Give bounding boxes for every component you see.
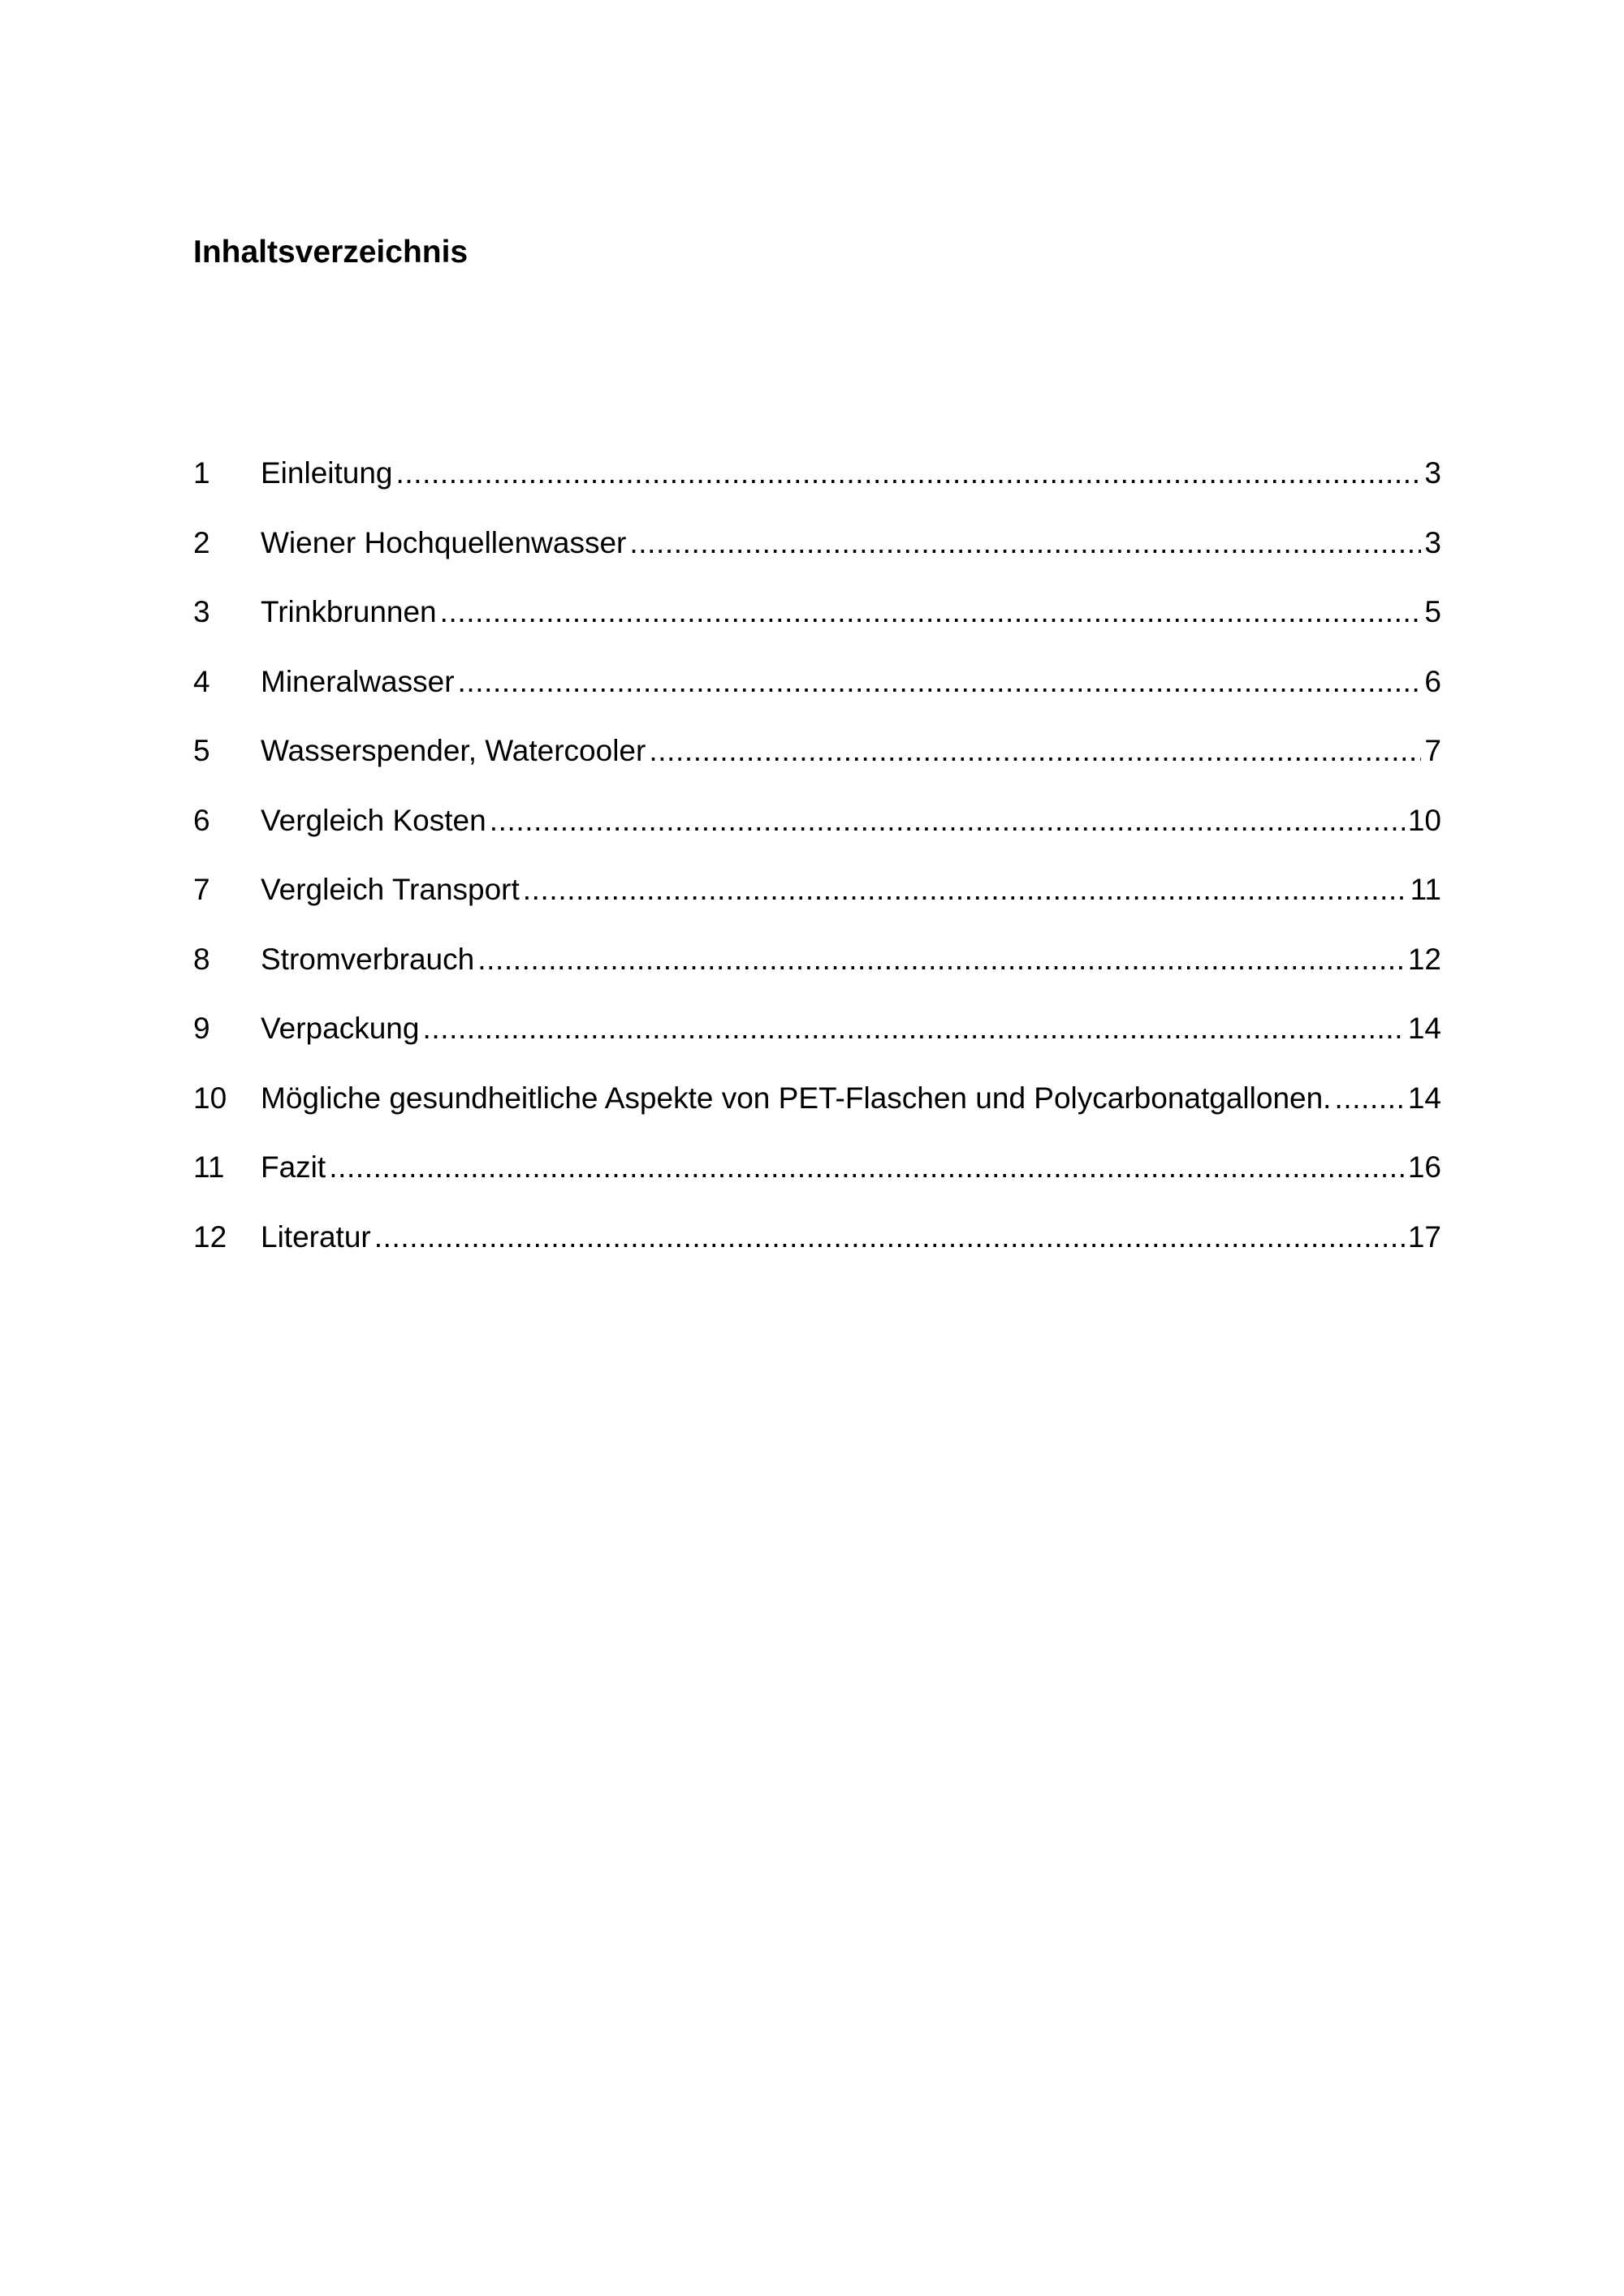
- toc-dot-leader: [422, 1011, 1404, 1047]
- toc-entry-label: Mineralwasser: [261, 664, 455, 698]
- toc-dot-leader: [523, 872, 1407, 908]
- toc-entry-label: Wiener Hochquellenwasser: [261, 525, 627, 559]
- toc-entry[interactable]: [193, 1150, 1441, 1219]
- toc-entry-page: 17: [1407, 1219, 1441, 1254]
- toc-entry-page: 12: [1407, 942, 1441, 976]
- toc-entry[interactable]: [193, 803, 1441, 873]
- toc-dot-leader: [440, 594, 1422, 630]
- toc-entry-page: 11: [1410, 873, 1441, 906]
- toc-dot-leader: [458, 664, 1422, 700]
- toc-dot-leader: [329, 1150, 1405, 1185]
- toc-entry-page: 14: [1407, 1081, 1441, 1115]
- toc-entry-number: 8: [193, 942, 210, 976]
- toc-entry[interactable]: [193, 1081, 1441, 1150]
- toc-entry-number: 1: [193, 456, 210, 490]
- toc-dot-leader: [1334, 1081, 1404, 1116]
- toc-entry[interactable]: [193, 733, 1441, 803]
- toc-entry-label: Trinkbrunnen: [261, 595, 437, 628]
- toc-entry-page: 5: [1424, 595, 1441, 628]
- toc-entry[interactable]: [193, 1219, 1441, 1289]
- toc-dot-leader: [649, 733, 1421, 769]
- toc-entry[interactable]: [193, 872, 1441, 942]
- toc-entry-number: 5: [193, 734, 210, 767]
- toc-dot-leader: [396, 455, 1422, 491]
- toc-entry-number: 7: [193, 873, 210, 906]
- toc-entry-number: 3: [193, 595, 210, 628]
- toc-entry-page: 6: [1424, 664, 1441, 698]
- toc-entry-number: 4: [193, 664, 210, 698]
- toc-dot-leader: [374, 1219, 1405, 1255]
- toc-entry[interactable]: [193, 664, 1441, 734]
- toc-entry-number: 12: [193, 1219, 227, 1254]
- toc-entry-page: 7: [1424, 734, 1441, 767]
- toc-entry-page: 14: [1407, 1012, 1441, 1045]
- toc-entry-label: Einleitung: [261, 456, 393, 490]
- toc-dot-leader: [490, 803, 1405, 839]
- toc-entry-label: Verpackung: [261, 1012, 420, 1045]
- toc-entry-page: 10: [1407, 803, 1441, 837]
- toc-entry-number: 2: [193, 525, 210, 559]
- toc-entry-number: 10: [193, 1081, 227, 1115]
- toc-entry-number: 9: [193, 1012, 210, 1045]
- toc-entry[interactable]: [193, 594, 1441, 664]
- toc-entry-number: 11: [193, 1150, 225, 1184]
- toc-entry[interactable]: [193, 525, 1441, 595]
- toc-entry[interactable]: [193, 1011, 1441, 1081]
- toc-entry-page: 16: [1407, 1150, 1441, 1184]
- toc-entry-label: Wasserspender, Watercooler: [261, 734, 646, 767]
- toc-entry[interactable]: [193, 455, 1441, 525]
- toc-dot-leader: [477, 942, 1405, 978]
- toc-list: [193, 455, 1441, 1288]
- toc-entry-label: Vergleich Kosten: [261, 803, 486, 837]
- toc-entry-label: Fazit: [261, 1150, 326, 1184]
- toc-dot-leader: [629, 525, 1421, 561]
- toc-entry-label: Stromverbrauch: [261, 942, 475, 976]
- toc-entry-label: Literatur: [261, 1219, 371, 1254]
- toc-entry-number: 6: [193, 803, 210, 837]
- toc-heading: Inhaltsverzeichnis: [193, 235, 469, 270]
- toc-entry[interactable]: [193, 942, 1441, 1012]
- toc-entry-page: 3: [1424, 525, 1441, 559]
- toc-entry-label: Mögliche gesundheitliche Aspekte von PET-Flaschen und Polycarbonatgallonen.: [261, 1081, 1332, 1115]
- toc-entry-label: Vergleich Transport: [261, 873, 520, 906]
- toc-entry-page: 3: [1424, 456, 1441, 490]
